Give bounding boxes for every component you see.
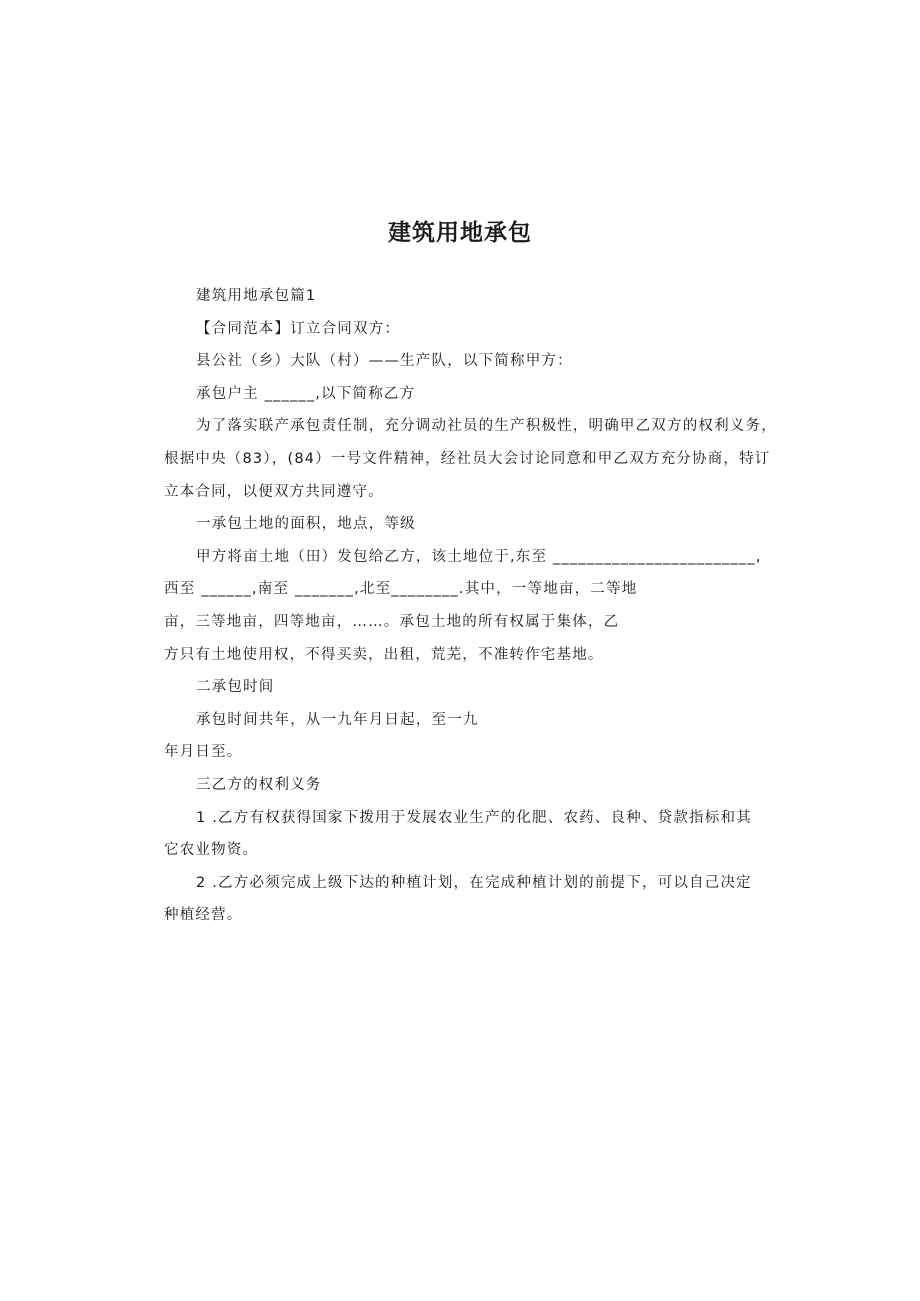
document-line: 【合同范本】订立合同双方：: [196, 320, 401, 337]
document-line: 种植经营。: [164, 907, 243, 924]
document-title: 建筑用地承包: [388, 220, 532, 246]
document-line: 承包时间共年，从一九年月日起，至一九: [196, 711, 479, 728]
document-line: 亩，三等地亩，四等地亩，……。承包土地的所有权属于集体，乙: [164, 613, 620, 630]
document-line: 西至 ______,南至 _______,北至________.其中，一等地亩，二等地: [164, 581, 638, 598]
document-body: [164, 280, 777, 932]
document-line: 它农业物资。: [164, 842, 259, 859]
document-line: 一承包土地的面积，地点，等级: [196, 516, 416, 533]
document-line: 根据中央（83），(84）一号文件精神，经社员大会讨论同意和甲乙双方充分协商，特订: [164, 450, 771, 467]
document-line: 县公社（乡）大队（村）——生产队，以下简称甲方：: [196, 353, 573, 370]
document-line: 1 .乙方有权获得国家下拨用于发展农业生产的化肥、农药、良种、贷款指标和其: [196, 809, 752, 826]
document-line: 承包户主 ______,以下简称乙方: [196, 385, 416, 402]
document-line: 立本合同，以便双方共同遵守。: [164, 483, 384, 500]
document-line: 甲方将亩土地（田）发包给乙方，该土地位于,东至 ________________________,: [196, 548, 762, 565]
document-line: 方只有土地使用权，不得买卖，出租，荒芜，不准转作宅基地。: [164, 646, 604, 663]
document-line: 为了落实联产承包责任制，充分调动社员的生产积极性，明确甲乙双方的权利义务，: [196, 418, 777, 435]
document-line: 2 .乙方必须完成上级下达的种植计划，在完成种植计划的前提下，可以自己决定: [196, 874, 752, 891]
document-line: 三乙方的权利义务: [196, 776, 322, 793]
document-line: 二承包时间: [196, 679, 275, 696]
document-line: 年月日至。: [164, 744, 243, 761]
document-line: 建筑用地承包篇1: [196, 288, 317, 304]
